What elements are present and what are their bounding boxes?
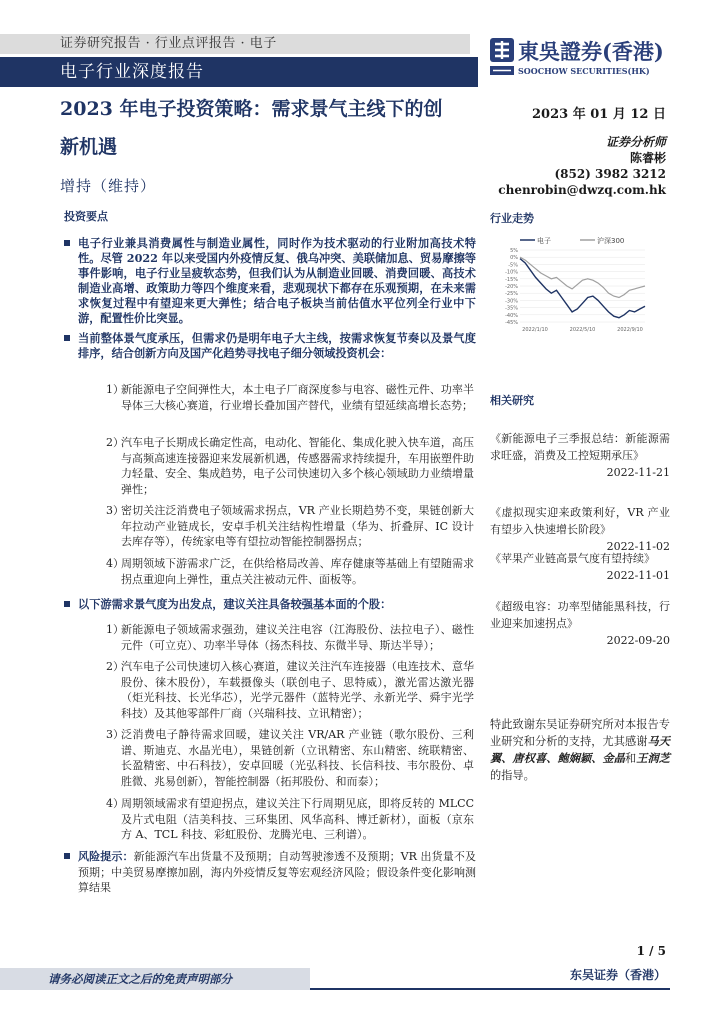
logo-text-cn: 東吳證券(香港) <box>518 39 664 64</box>
bullet-text: 当前整体景气度承压，但需求仍是明年电子大主线，按需求恢复节奏以及景气度排序，结合创新方向及国产化趋势寻找电子细分领域投资机会： <box>78 331 476 360</box>
disclaimer-band <box>0 968 310 990</box>
list-item-number: 3） <box>106 504 124 517</box>
related-date: 2022-11-02 <box>606 540 670 553</box>
related-date: 2022-11-21 <box>606 466 670 479</box>
bullet-text: 电子行业兼具消费属性与制造业属性，同时作为技术驱动的行业附加高技术特性。尽管 2022 年以来受国内外疫情反复、俄乌冲突、美联储加息、贸易摩擦等事件影响，电子行业呈疲软态势，但我们认为从制造业回暖、消费回暖、高技术制造业高增、政策助力等四个维度来看，悲观现状下都存在乐观预期，在未来需求恢复过程中有望迎来更大弹性；结合电子板块当前估值水平位列全行业中下游，配置性价比突显。 <box>78 236 476 325</box>
related-item[interactable] <box>490 430 670 481</box>
bullet-square-icon <box>64 240 70 246</box>
list-item <box>80 622 474 653</box>
bullet-text: 以下游需求景气度为出发点，建议关注具备较强基本面的个股： <box>78 597 392 611</box>
trend-heading: 行业走势 <box>490 212 534 225</box>
y-tick-label: -15% <box>505 276 518 283</box>
bullet-square-icon <box>64 601 70 607</box>
related-title[interactable]: 《虚拟现实迎来政策利好，VR 产业有望步入快速增长阶段》 <box>490 506 670 536</box>
x-tick-label: 2022/1/10 <box>522 327 548 333</box>
breadcrumb: 证券研究报告 · 行业点评报告 · 电子 <box>60 36 277 51</box>
list-item-text: 新能源电子领域需求强劲，建议关注电容（江海股份、法拉电子）、磁性元件（可立克）、功率半导体（扬杰科技、东微半导、斯达半导）； <box>121 623 474 652</box>
list-item-number: 4） <box>106 557 124 570</box>
list-item-text: 汽车电子公司快速切入核心赛道，建议关注汽车连接器（电连技术、意华股份、徕木股份），车载摄像头（联创电子、思特威），激光雷达激光器（炬光科技、长光华芯），光学元器件（蓝特光学、永新光学、舜宇光学科技）及其他零部件厂商（兴瑞科技、立讯精密）； <box>121 660 474 720</box>
bullet-square-icon <box>64 853 70 859</box>
y-tick-label: 0% <box>510 255 518 262</box>
list-item-number: 4） <box>106 797 124 810</box>
related-date: 2022-11-01 <box>606 569 670 582</box>
list-item <box>80 796 474 843</box>
list-item-number: 1） <box>106 383 124 396</box>
list-item-number: 3） <box>106 728 124 741</box>
y-tick-label: -45% <box>505 320 518 326</box>
analyst-phone: (852) 3982 3212 <box>554 167 666 181</box>
analyst-block <box>498 134 666 198</box>
list-item-number: 2） <box>106 436 124 449</box>
report-date: 2023 年 01 月 12 日 <box>532 107 666 122</box>
list-item-number: 2） <box>106 660 124 673</box>
related-heading: 相关研究 <box>490 394 534 407</box>
related-title[interactable]: 《超级电容：功率型储能黑科技，行业迎来加速拐点》 <box>490 600 670 630</box>
y-tick-label: -5% <box>508 262 518 269</box>
company-logo <box>490 36 676 82</box>
investment-heading: 投资要点 <box>64 210 108 223</box>
y-tick-label: -25% <box>505 291 518 298</box>
list-item <box>80 556 474 587</box>
risk-text: 新能源汽车出货量不及预期；自动驾驶渗透不及预期；VR 出货量不及预期；中美贸易摩擦加剧，海内外疫情反复等宏观经济风险；假设条件变化影响测算结果 <box>78 850 476 895</box>
legend-label-a: 电子 <box>537 237 551 245</box>
logo-mark-icon <box>490 38 514 76</box>
disclaimer-text[interactable]: 请务必阅读正文之后的免责声明部分 <box>48 972 232 986</box>
investment-bullet-1 <box>64 236 476 326</box>
list-item-text: 周期领域需求有望迎拐点，建议关注下行周期见底，即将反转的 MLCC 及片式电阻（洁美科技、三环集团、风华高科、博迁新材），面板（京东方 A、TCL 科技、彩虹股份、龙腾光电、三利谱）。 <box>121 797 474 842</box>
risk-label: 风险提示： <box>78 850 134 863</box>
acknowledgement <box>490 716 670 784</box>
list-item-text: 密切关注泛消费电子领域需求拐点，VR 产业长期趋势不变，果链创新大年拉动产业链成长，安卓手机关注结构性增量（华为、折叠屏、IC 设计去库存等），传统家电等有望拉动智能控制器拐点； <box>121 504 474 549</box>
related-date: 2022-09-20 <box>606 634 670 647</box>
report-title-line1: 2023 年电子投资策略：需求景气主线下的创 <box>60 98 443 120</box>
list-item <box>80 503 474 550</box>
x-tick-label: 2022/5/10 <box>569 327 596 333</box>
y-tick-label: 5% <box>510 248 518 254</box>
page-number: 1 / 5 <box>636 944 666 958</box>
footer-divider <box>310 988 670 990</box>
analyst-role: 证券分析师 <box>605 135 666 149</box>
rating: 增持（维持） <box>60 177 157 195</box>
report-type: 电子行业深度报告 <box>60 62 204 82</box>
series-line-electronics <box>520 259 645 318</box>
ack-text-b: 和 <box>625 752 637 765</box>
list-item <box>80 435 474 497</box>
list-item-text: 周期领域下游需求广泛，在供给格局改善、库存健康等基础上有望随需求拐点重迎向上弹性，重点关注被动元件、面板等。 <box>121 557 474 586</box>
y-tick-label: -40% <box>505 312 518 319</box>
list-item-number: 1） <box>106 623 124 636</box>
y-tick-label: -10% <box>505 269 518 276</box>
list-item-text: 汽车电子长期成长确定性高，电动化、智能化、集成化驶入快车道，高压与高频高速连接器迎来发展新机遇，传感器需求持续提升，车用嵌塑件助力轻量、安全、集成趋势，电子公司快速切入多个核心领域助力业绩增量弹性； <box>121 436 474 496</box>
investment-bullet-2 <box>64 331 476 361</box>
legend-label-b: 沪深300 <box>597 237 625 245</box>
list-item <box>80 727 474 789</box>
related-item[interactable] <box>490 598 670 649</box>
related-title[interactable]: 《苹果产业链高景气度有望持续》 <box>490 552 655 565</box>
y-tick-label: -30% <box>505 298 518 305</box>
logo-text-en: SOOCHOW SECURITIES(HK) <box>518 66 650 76</box>
investment-bullet-3 <box>64 597 476 612</box>
y-tick-label: -20% <box>505 284 518 290</box>
y-tick-label: -35% <box>505 305 518 312</box>
ack-text-c: 的指导。 <box>490 769 535 782</box>
ack-names-a: 马天翼、唐权喜、鲍娴颖、金晶 <box>490 734 670 765</box>
report-title-line2: 新机遇 <box>60 136 118 158</box>
bullet-square-icon <box>64 335 70 341</box>
analyst-name: 陈睿彬 <box>629 151 666 165</box>
risk-notice <box>64 849 476 896</box>
related-item[interactable] <box>490 504 670 555</box>
x-tick-label: 2022/9/10 <box>617 327 643 333</box>
footer-brand: 东吴证券（香港） <box>569 968 666 982</box>
industry-trend-chart <box>490 230 650 335</box>
list-item-text: 新能源电子空间弹性大，本土电子厂商深度参与电容、磁性元件、功率半导体三大核心赛道，行业增长叠加国产替代，业绩有望延续高增长态势； <box>121 383 474 412</box>
analyst-email[interactable]: chenrobin@dwzq.com.hk <box>498 183 666 197</box>
related-item[interactable] <box>490 550 670 584</box>
series-line-hs300 <box>520 257 645 297</box>
list-item <box>80 659 474 721</box>
list-item-text: 泛消费电子静待需求回暖，建议关注 VR/AR 产业链（歌尔股份、三利谱、斯迪克、水晶光电），果链创新（立讯精密、东山精密、统联精密、长盈精密、中石科技），安卓回暖（光弘科技、长信科技、韦尔股份、卓胜微、兆易创新），智能控制器（拓邦股份、和而泰）； <box>121 728 474 788</box>
related-title[interactable]: 《新能源电子三季报总结：新能源需求旺盛，消费及工控短期承压》 <box>490 432 670 462</box>
ack-names-b: 王润芝 <box>636 751 670 765</box>
ack-text-a: 特此致谢东吴证券研究所对本报告专业研究和分析的支持，尤其感谢 <box>490 718 670 748</box>
list-item <box>80 382 474 413</box>
